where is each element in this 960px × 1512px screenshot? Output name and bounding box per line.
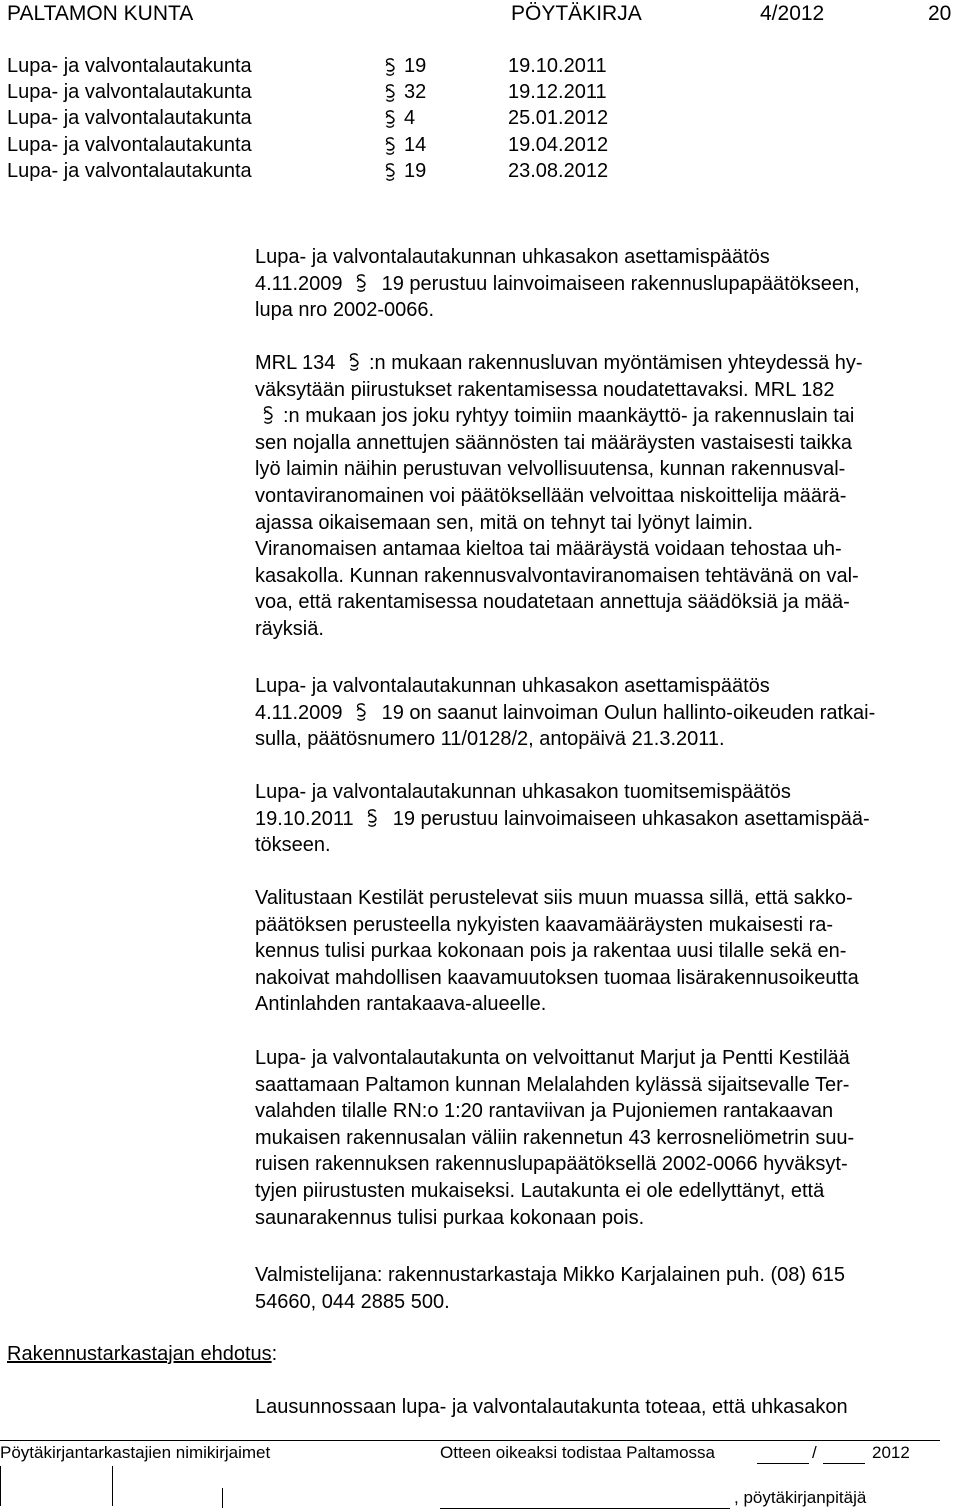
paragraph-preparer [255, 1262, 945, 1315]
text-line: ajassa oikaisemaan sen, mitä on tehnyt tai lyönyt laimin. [255, 511, 754, 534]
section-sign-icon [354, 273, 368, 293]
paragraph-decision-basis [255, 244, 945, 324]
proposal-label-text: Rakennustarkastajan ehdotus [7, 1343, 272, 1365]
certify-slash: / [812, 1443, 817, 1462]
signature-line [440, 1508, 730, 1509]
text-line: 4.11.2009 19 on saanut lainvoiman Oulun hallinto-oikeuden ratkai- [255, 701, 876, 724]
section-sign-icon [365, 808, 379, 828]
text-line: lupa nro 2002-0066. [255, 299, 435, 322]
text-line: Viranomaisen antamaa kieltoa tai määräystä voidaan tehostaa uh- [255, 538, 842, 561]
text-line: 4.11.2009 19 perustuu lainvoimaiseen rakennuslupapäätökseen, [255, 272, 860, 295]
text-line: Lupa- ja valvontalautakunnan uhkasakon tuomitsemispäätös [255, 781, 791, 803]
reference-body: Lupa- ja valvontalautakunta [7, 55, 252, 77]
sig-box-divider [0, 1466, 1, 1506]
page-number: 20 [928, 2, 952, 25]
reference-section: 4 [404, 107, 416, 129]
text-line: ruisen rakennuksen rakennuslupapäätöksellä 2002-0066 hyväksyt- [255, 1153, 848, 1176]
paragraph-legal-force [255, 673, 945, 753]
section-sign-icon [383, 83, 397, 108]
reference-section: 32 [404, 81, 427, 103]
reference-body: Lupa- ja valvontalautakunta [7, 81, 252, 103]
text-line: nakoivat mahdollisen kaavamuutoksen tuomaa lisärakennusoikeutta [255, 966, 859, 989]
paragraph-penalty-decision [255, 779, 945, 859]
paragraph-mrl [255, 350, 945, 643]
proposal-label-colon: : [271, 1343, 278, 1365]
org-name: PALTAMON KUNTA [7, 2, 194, 25]
text-line: Lupa- ja valvontalautakunnan uhkasakon asettamispäätös [255, 246, 770, 268]
paragraph-statement [255, 1394, 945, 1421]
text-line: tyjen piirustusten mukaiseksi. Lautakunta ei ole edellyttänyt, että [255, 1179, 825, 1202]
reference-date: 25.01.2012 [508, 107, 609, 129]
text-line: vontaviranomainen voi päätöksellään velvoittaa niskoittelija määrä- [255, 484, 847, 507]
section-sign-icon [383, 136, 397, 161]
section-sign-icon [354, 702, 368, 722]
text-line: MRL 134 :n mukaan rakennusluvan myöntämisen yhteydessä hy- [255, 352, 863, 374]
reference-date: 19.04.2012 [508, 134, 609, 156]
proposal-label [7, 1343, 277, 1366]
text-line: Valitustaan Kestilät perustelevat siis muun muassa sillä, että sakko- [255, 887, 853, 909]
text-line: Lupa- ja valvontalautakunnan uhkasakon asettamispäätös [255, 675, 770, 697]
text-line: Antinlahden rantakaava-alueelle. [255, 993, 547, 1016]
text-line: tökseen. [255, 834, 331, 857]
text-line: voa, että rakentamisessa noudatetaan annettuja säädöksiä ja mää- [255, 591, 850, 614]
reference-date: 19.10.2011 [508, 55, 607, 77]
text-line: 54660, 044 2885 500. [255, 1290, 450, 1313]
reference-body: Lupa- ja valvontalautakunta [7, 134, 252, 156]
doc-type: PÖYTÄKIRJA [511, 2, 642, 25]
reference-body: Lupa- ja valvontalautakunta [7, 107, 252, 129]
sig-box-divider [222, 1488, 223, 1508]
text-line: valahden tilalle RN:o 1:20 rantaviivan ja Pujoniemen rantakaavan [255, 1100, 834, 1123]
reference-section: 19 [404, 55, 427, 77]
reference-date: 23.08.2012 [508, 160, 609, 182]
paragraph-appeal-grounds [255, 885, 945, 1018]
section-sign-icon [261, 405, 275, 425]
text-line: räyksiä. [255, 617, 324, 640]
section-sign-icon [383, 109, 397, 134]
signers-label: Pöytäkirjantarkastajien nimikirjaimet [0, 1443, 271, 1462]
doc-number: 4/2012 [760, 2, 825, 25]
text-line: :n mukaan jos joku ryhtyy toimiin maankäyttö- ja rakennuslain tai [255, 403, 945, 430]
text-line: saattamaan Paltamon kunnan Melalahden kylässä sijaitsevalle Ter- [255, 1073, 850, 1096]
text-line: kasakolla. Kunnan rakennusvalvontaviranomaisen tehtävänä on val- [255, 564, 859, 587]
text-line: sulla, päätösnumero 11/0128/2, antopäivä 21.3.2011. [255, 728, 725, 751]
day-blank [757, 1463, 809, 1464]
secretary-role: , pöytäkirjanpitäjä [734, 1488, 867, 1507]
section-sign-icon [347, 352, 361, 372]
certify-year: 2012 [872, 1443, 910, 1462]
section-sign-icon [383, 57, 397, 82]
paragraph-obligation [255, 1045, 945, 1231]
month-blank [823, 1463, 865, 1464]
text-line: Lupa- ja valvontalautakunta on velvoittanut Marjut ja Pentti Kestilää [255, 1047, 850, 1069]
reference-section: 19 [404, 160, 427, 182]
sig-box-divider [112, 1466, 113, 1506]
text-line: mukaisen rakennusalan väliin rakennetun 43 kerrosneliömetrin suu- [255, 1126, 855, 1149]
text-line: sen nojalla annettujen säännösten tai määräysten vastaisesti taikka [255, 431, 853, 454]
reference-section: 14 [404, 134, 427, 156]
text-line: Valmistelijana: rakennustarkastaja Mikko Karjalainen puh. (08) 615 [255, 1264, 845, 1286]
text-line: Lausunnossaan lupa- ja valvontalautakunta toteaa, että uhkasakon [255, 1396, 848, 1418]
text-line: kennus tulisi purkaa kokonaan pois ja rakentaa uusi tilalle sekä en- [255, 940, 847, 963]
footer-divider [0, 1440, 940, 1441]
text-line: saunarakennus tulisi purkaa kokonaan pois. [255, 1206, 645, 1229]
text-line: lyö laimin näihin perustuvan velvollisuutensa, kunnan rakennusval- [255, 458, 846, 481]
section-sign-icon [383, 162, 397, 187]
text-line: päätöksen perusteella nykyisten kaavamääräysten mukaisesti ra- [255, 913, 834, 936]
reference-date: 19.12.2011 [508, 81, 607, 103]
reference-body: Lupa- ja valvontalautakunta [7, 160, 252, 182]
certify-text: Otteen oikeaksi todistaa Paltamossa [440, 1443, 715, 1462]
text-line: 19.10.2011 19 perustuu lainvoimaiseen uhkasakon asettamispää- [255, 807, 870, 830]
text-line: väksytään piirustukset rakentamisessa noudatettavaksi. MRL 182 [255, 378, 835, 401]
